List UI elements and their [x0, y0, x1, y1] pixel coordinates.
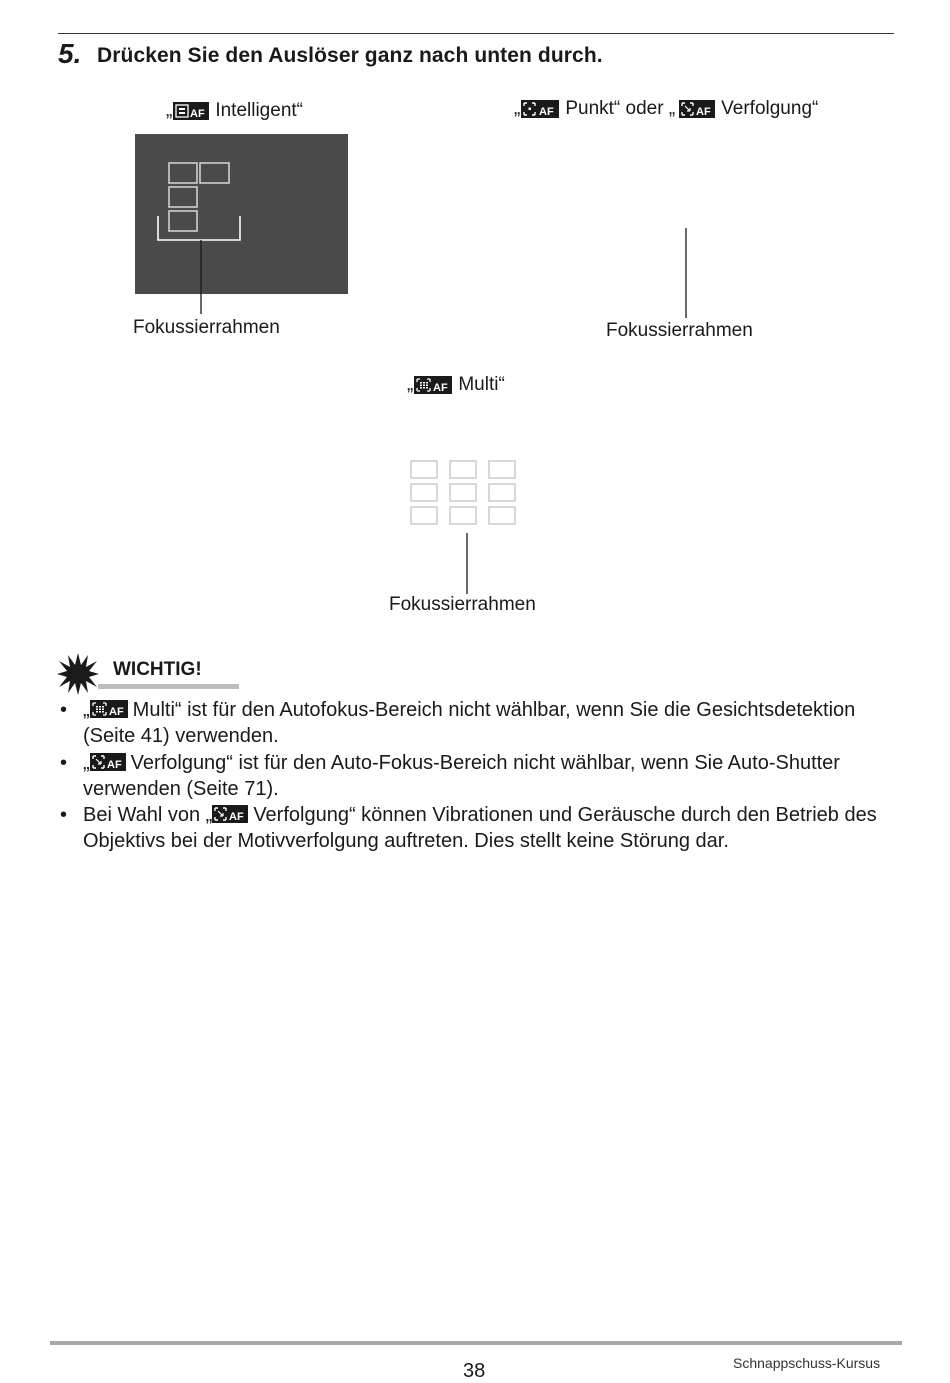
bullet-dot: •	[60, 804, 68, 827]
footer-section-title: Schnappschuss-Kursus	[733, 1355, 881, 1371]
spot-focus-frame	[672, 204, 700, 228]
bullet-open-quote: „	[83, 751, 90, 774]
bullet-text: Verfolgung“ können Vibrationen und Geräusche durch den Betrieb des Objektivs bei der Motivverfolgung auftreten. Dies stellt keine Störung dar.	[83, 804, 877, 853]
svg-text:AF: AF	[229, 811, 244, 824]
caption-intelligent-text: Intelligent“	[215, 100, 303, 121]
tracking-af-icon	[212, 805, 248, 823]
bullet-item	[58, 802, 898, 855]
svg-text:AF: AF	[190, 108, 205, 120]
svg-text:AF: AF	[696, 106, 711, 118]
multi-af-icon	[90, 700, 128, 718]
step-heading: Drücken Sie den Auslöser ganz nach unten durch.	[97, 44, 603, 67]
important-title: WICHTIG!	[113, 659, 202, 680]
bullet-item	[58, 750, 898, 803]
caption-multi-text: Multi“	[458, 374, 505, 395]
svg-text:AF: AF	[539, 106, 554, 118]
bullet-pre-text: Bei Wahl von „	[83, 804, 213, 827]
caption-open-quote: „	[407, 374, 414, 395]
focus-frame-label-3: Fokussierrahmen	[389, 594, 536, 615]
svg-text:AF: AF	[108, 706, 124, 718]
svg-text:AF: AF	[433, 382, 448, 394]
multi-bracket	[401, 510, 527, 533]
step-number: 5.	[58, 38, 82, 69]
important-rule	[98, 684, 239, 689]
important-bullet-list	[58, 697, 898, 855]
multi-focus-frames	[411, 461, 515, 524]
focus-frame-label-2: Fokussierrahmen	[606, 320, 753, 341]
bullet-item	[58, 697, 898, 750]
multi-af-icon	[414, 376, 452, 394]
bullet-dot: •	[60, 751, 68, 774]
footer-rule	[50, 1341, 902, 1345]
focus-frame-label-1: Fokussierrahmen	[133, 317, 280, 338]
bullet-text: Multi“ ist für den Autofokus-Bereich nicht wählbar, wenn Sie die Gesichtsdetektion (Seite 41) verwenden.	[83, 699, 856, 748]
svg-text:AF: AF	[106, 758, 122, 771]
intelligent-focus-frames	[169, 163, 229, 231]
bullet-dot: •	[60, 699, 68, 721]
bullet-text: Verfolgung“ ist für den Auto-Fokus-Bereich nicht wählbar, wenn Sie Auto-Shutter verwenden (Seite 71).	[83, 751, 840, 800]
bullet-open-quote: „	[83, 699, 90, 721]
caption-open-quote: „	[514, 98, 521, 119]
page-number: 38	[463, 1360, 486, 1382]
tracking-af-icon	[90, 753, 126, 771]
caption-multi	[407, 374, 505, 396]
intelligent-bracket	[158, 216, 240, 240]
caption-punkt-text: Punkt“ oder „	[565, 98, 676, 119]
caption-open-quote: „	[166, 100, 173, 121]
starburst-icon	[57, 653, 99, 695]
caption-verfolgung-text: Verfolgung“	[721, 98, 819, 119]
